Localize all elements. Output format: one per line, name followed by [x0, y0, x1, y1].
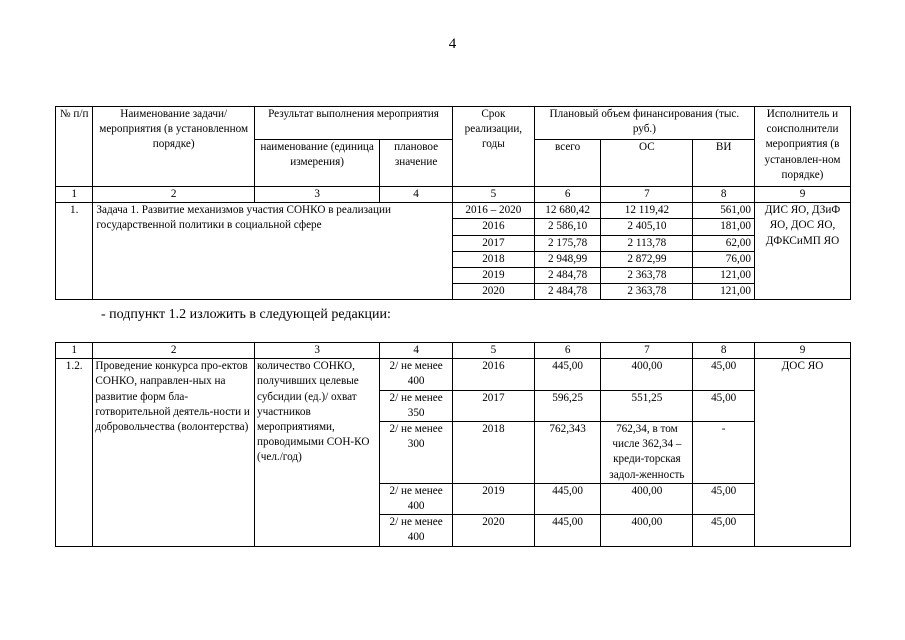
- vi-cell: 76,00: [693, 251, 755, 267]
- col-number: 9: [754, 343, 850, 359]
- total-cell: 445,00: [534, 515, 601, 546]
- header-funding: Плановый объем финансирования (тыс. руб.): [534, 107, 754, 140]
- col-number: 9: [754, 187, 850, 203]
- os-cell: 2 872,99: [601, 251, 693, 267]
- vi-cell: 121,00: [693, 284, 755, 300]
- page-number: 4: [448, 36, 457, 52]
- total-cell: 2 586,10: [534, 219, 601, 235]
- col-number: 7: [601, 187, 693, 203]
- col-number: 5: [452, 187, 534, 203]
- term-cell: 2018: [452, 251, 534, 267]
- col-number: 3: [254, 187, 379, 203]
- header-result-name: наименование (единица измерения): [254, 140, 379, 187]
- item-result: количество СОНКО, получивших целевые субсидии (ед.)/ охват участников мероприятиями, проводимыми СОН-КО (чел./год): [255, 359, 380, 546]
- total-cell: 2 484,78: [534, 284, 601, 300]
- os-cell: 400,00: [601, 359, 693, 390]
- header-total: всего: [534, 140, 601, 187]
- vi-cell: 45,00: [693, 390, 755, 421]
- plan-table-task-1: [55, 106, 851, 300]
- header-executor: Исполнитель и соисполнители мероприятия (в установлен-ном порядке): [754, 107, 850, 187]
- os-cell: 400,00: [601, 483, 693, 514]
- plan-cell: 2/ не менее 300: [380, 422, 453, 484]
- task-num: 1.: [56, 203, 93, 300]
- col-number: 4: [380, 343, 453, 359]
- col-number: 1: [56, 187, 93, 203]
- term-cell: 2019: [452, 483, 534, 514]
- term-cell: 2018: [452, 422, 534, 484]
- header-term: Срок реализации, годы: [452, 107, 534, 187]
- os-cell: 2 363,78: [601, 268, 693, 284]
- col-number: 8: [693, 187, 755, 203]
- vi-cell: 45,00: [693, 359, 755, 390]
- header-os: ОС: [601, 140, 693, 187]
- vi-cell: 181,00: [693, 219, 755, 235]
- os-cell: 2 113,78: [601, 235, 693, 251]
- term-cell: 2020: [452, 515, 534, 546]
- col-number: 2: [93, 343, 255, 359]
- total-cell: 596,25: [534, 390, 601, 421]
- term-cell: 2016 – 2020: [452, 203, 534, 219]
- os-cell: 2 405,10: [601, 219, 693, 235]
- item-name: Проведение конкурса про-ектов СОНКО, направлен-ных на развитие форм бла-готворительной деятель-ности и добровольчества (волонтерства): [93, 359, 255, 546]
- term-cell: 2016: [452, 219, 534, 235]
- total-cell: 445,00: [534, 483, 601, 514]
- total-cell: 445,00: [534, 359, 601, 390]
- executor-cell: ДИС ЯО, ДЗиФ ЯО, ДОС ЯО, ДФКСиМП ЯО: [754, 203, 850, 300]
- plan-cell: 2/ не менее 400: [380, 483, 453, 514]
- col-number: 6: [534, 187, 601, 203]
- term-cell: 2019: [452, 268, 534, 284]
- header-task-name: Наименование задачи/мероприятия (в установленном порядке): [93, 107, 255, 187]
- plan-cell: 2/ не менее 400: [380, 359, 453, 390]
- header-result-plan: плановое значение: [380, 140, 453, 187]
- col-number: 1: [56, 343, 93, 359]
- term-cell: 2020: [452, 284, 534, 300]
- term-cell: 2016: [452, 359, 534, 390]
- term-cell: 2017: [452, 390, 534, 421]
- os-cell: 762,34, в том числе 362,34 – креди-торская задол-женность: [601, 422, 693, 484]
- total-cell: 762,343: [534, 422, 601, 484]
- plan-cell: 2/ не менее 400: [380, 515, 453, 546]
- header-num: № п/п: [56, 107, 93, 187]
- col-number: 4: [380, 187, 453, 203]
- col-number: 8: [693, 343, 755, 359]
- plan-table-item-1-2: [55, 342, 851, 547]
- col-number: 6: [534, 343, 601, 359]
- header-vi: ВИ: [693, 140, 755, 187]
- total-cell: 12 680,42: [534, 203, 601, 219]
- col-number: 3: [255, 343, 380, 359]
- vi-cell: 45,00: [693, 515, 755, 546]
- term-cell: 2017: [452, 235, 534, 251]
- vi-cell: 45,00: [693, 483, 755, 514]
- total-cell: 2 175,78: [534, 235, 601, 251]
- task-name: Задача 1. Развитие механизмов участия СОНКО в реализации государственной политики в социальной сфере: [93, 203, 453, 300]
- col-number: 5: [452, 343, 534, 359]
- vi-cell: 62,00: [693, 235, 755, 251]
- executor-cell: ДОС ЯО: [754, 359, 850, 546]
- os-cell: 12 119,42: [601, 203, 693, 219]
- plan-cell: 2/ не менее 350: [380, 390, 453, 421]
- amendment-note: - подпункт 1.2 изложить в следующей редакции:: [101, 307, 391, 322]
- os-cell: 551,25: [601, 390, 693, 421]
- vi-cell: 121,00: [693, 268, 755, 284]
- total-cell: 2 948,99: [534, 251, 601, 267]
- col-number: 2: [93, 187, 255, 203]
- vi-cell: 561,00: [693, 203, 755, 219]
- vi-cell: -: [693, 422, 755, 484]
- item-num: 1.2.: [56, 359, 93, 546]
- os-cell: 400,00: [601, 515, 693, 546]
- header-result: Результат выполнения мероприятия: [254, 107, 452, 140]
- os-cell: 2 363,78: [601, 284, 693, 300]
- total-cell: 2 484,78: [534, 268, 601, 284]
- col-number: 7: [601, 343, 693, 359]
